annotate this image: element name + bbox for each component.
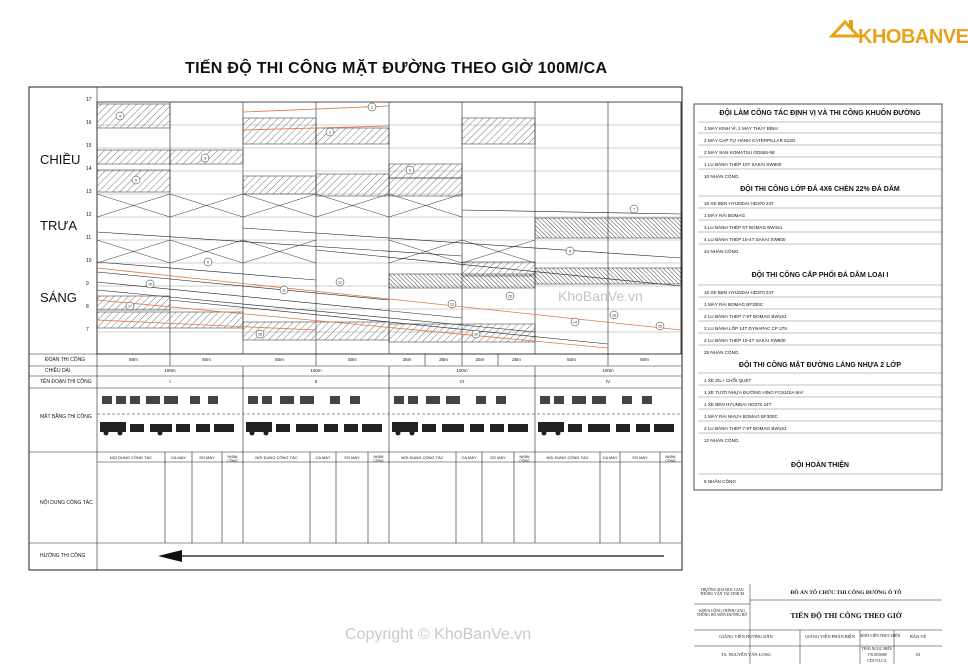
segment-length: 50m <box>202 357 211 362</box>
hour-label: 17 <box>86 97 92 103</box>
header-workers: NHÂN CÔNG <box>519 455 530 463</box>
step-marker-label: 14 <box>573 320 577 325</box>
step-marker-label: 9 <box>207 260 209 265</box>
header-content: NỘI DUNG CÔNG TÁC <box>255 455 298 460</box>
step-marker-label: 4 <box>119 114 121 119</box>
header-content: NỘI DUNG CÔNG TÁC <box>401 455 444 460</box>
gantt-grid <box>97 102 681 354</box>
page-title: TIẾN ĐỘ THI CÔNG MẶT ĐƯỜNG THEO GIỜ 100M/CA <box>185 60 608 77</box>
header-workers: NHÂN CÔNG <box>665 455 676 463</box>
header-machines: SỐ MÁY <box>490 455 506 460</box>
hour-label: 10 <box>86 258 92 264</box>
hour-label: 12 <box>86 212 92 218</box>
header-content: NỘI DUNG CÔNG TÁC <box>109 455 153 460</box>
hour-label: 15 <box>86 143 92 149</box>
header-machines: SỐ MÁY <box>632 455 648 460</box>
row-label-direction: HƯỚNG THI CÔNG <box>40 553 86 559</box>
group-length: 100m <box>456 368 468 373</box>
direction-arrow <box>158 550 664 562</box>
tb-student-id: 1761050088 <box>867 653 887 657</box>
period-afternoon: CHIỀU <box>40 152 81 167</box>
hour-label: 7 <box>86 327 89 333</box>
step-marker-label: 10 <box>148 282 152 287</box>
crew-item: 3 LU BÁNH THÉP 6T BOMAG BW151 <box>704 225 783 230</box>
tb-faculty: KHOA CÔNG TRÌNH GIAO THÔNG BỘ MÔN ĐƯỜNG BỘ <box>696 609 748 617</box>
crew-item: 15 XE BEN HYUNDAI HD370 24T <box>704 201 774 206</box>
crew-panel <box>698 104 942 490</box>
crew-item: 1 XE BEN HYUNDAI HD370 24T <box>704 402 772 407</box>
step-marker-label: 19 <box>474 332 478 337</box>
crew-item: 12 NHÂN CÔNG <box>704 438 739 443</box>
step-marker-label: 2 <box>329 130 331 135</box>
group-length: 100m <box>602 368 614 373</box>
step-marker-label: 11 <box>282 288 286 293</box>
crew-item: 1 LU BÁNH THÉP 10T SAKAI SW800 <box>704 162 782 167</box>
step-marker-label: 6 <box>409 168 411 173</box>
header-shift: CA MÁY <box>602 455 618 460</box>
crew-item: 15 XE BEN HYUNDAI HD370 24T <box>704 290 774 295</box>
tb-project: ĐỒ ÁN TỔ CHỨC THI CÔNG ĐƯỜNG Ô TÔ <box>790 590 902 596</box>
period-noon: TRƯA <box>40 218 78 233</box>
header-machines: SỐ MÁY <box>344 455 360 460</box>
header-workers: NHÂN CÔNG <box>227 455 238 463</box>
step-marker-label: 16 <box>612 313 616 318</box>
step-marker-label: 5 <box>135 178 137 183</box>
tb-drawing: TIẾN ĐỘ THI CÔNG THEO GIỜ <box>790 611 902 620</box>
segment-length: 50m <box>348 357 357 362</box>
group-name: II <box>314 379 318 384</box>
step-marker-label: 8 <box>569 249 571 254</box>
tb-reviewer-label: GIẢNG VIÊN PHẢN BIỆN <box>804 634 856 639</box>
segment-length: 50m <box>567 357 576 362</box>
segment-length: 50m <box>640 357 649 362</box>
segment-length: 50m <box>129 357 138 362</box>
row-label-site-plan: MẶT BẰNG THI CÔNG <box>40 414 92 420</box>
row-label-segment: ĐOẠN THI CÔNG <box>45 357 86 363</box>
crew-title: ĐỘI LÀM CÔNG TÁC ĐỊNH VỊ VÀ THI CÔNG KHUÔN ĐƯỜNG <box>719 110 921 117</box>
group-name: IV <box>605 379 611 384</box>
segment-length: 50m <box>275 357 284 362</box>
crew-item: 2 LU BÁNH LỐP 14T DYNAPAC CP 275 <box>704 326 787 331</box>
header-workers: NHÂN CÔNG <box>373 455 384 463</box>
crew-title: ĐỘI THI CÔNG MẶT ĐƯỜNG LÁNG NHỰA 2 LỚP <box>738 362 902 369</box>
crew-item: 10 NHÂN CÔNG <box>704 174 739 179</box>
crew-item: 1 MÁY RẢI NHỰA BOMAG BF300C <box>704 414 778 419</box>
crew-item: 24 NHÂN CÔNG <box>704 249 739 254</box>
watermark-mid: KhoBanVe.vn <box>558 288 643 304</box>
step-marker-label: 18 <box>258 332 262 337</box>
watermark-bottom: Copyright © KhoBanVe.vn <box>345 626 532 643</box>
crew-item: 2 LU BÁNH THÉP 10-4T SAKAI SW800 <box>704 338 786 343</box>
hour-label: 14 <box>86 166 92 172</box>
crew-item: 5 NHÂN CÔNG <box>704 479 736 484</box>
hour-label: 16 <box>86 120 92 126</box>
step-marker-label: 3 <box>204 156 206 161</box>
tb-student-label: SINH VIÊN THỰC HIỆN <box>860 634 901 638</box>
crew-item: 1 MÁY KINH VĨ, 1 MÁY THỦY BÌNH <box>704 126 778 131</box>
hour-label: 9 <box>86 281 89 287</box>
period-morning: SÁNG <box>40 290 77 305</box>
group-name: I <box>169 379 171 384</box>
header-shift: CA MÁY <box>461 455 477 460</box>
crew-item: 1 MÁY RẢI BOMAG <box>704 213 746 218</box>
tb-sheet-no: 03 <box>915 652 921 657</box>
crew-item: 1 MÁY RẢI BOMAG BF300C <box>704 302 764 307</box>
header-shift: CA MÁY <box>170 455 187 460</box>
step-marker-label: 13 <box>450 302 454 307</box>
logo-text: KHOBANVE <box>858 26 968 48</box>
crew-item: 25 NHÂN CÔNG <box>704 350 739 355</box>
header-machines: SỐ MÁY <box>199 455 215 460</box>
crew-item: 1 XE TƯỚI NHỰA ĐƯỜNG HINO FC9JJSA 8m³ <box>704 390 804 395</box>
step-marker-label: 7 <box>633 207 635 212</box>
hour-label: 11 <box>86 235 92 241</box>
step-marker-label: 17 <box>128 304 132 309</box>
segment-length: 25m <box>439 357 448 362</box>
segment-length: 25m <box>512 357 521 362</box>
group-length: 100m <box>164 368 176 373</box>
hour-label: 8 <box>86 304 89 310</box>
tb-student-name: THÁI NGỌC HIẾU <box>861 647 893 651</box>
step-marker-label: 20 <box>508 294 512 299</box>
hour-axis <box>86 97 96 337</box>
tb-advisor-label: GIẢNG VIÊN HƯỚNG DẪN <box>719 634 773 639</box>
row-label-work-content: NỘI DUNG CÔNG TÁC <box>40 500 93 506</box>
crew-title: ĐỘI HOÀN THIỆN <box>791 462 849 469</box>
group-length: 100m <box>310 368 322 373</box>
row-label-segment-name: TÊN ĐOẠN THI CÔNG <box>40 379 92 385</box>
crew-title: ĐỘI THI CÔNG LỚP ĐÁ 4X6 CHÈN 22% ĐÁ DĂM <box>740 186 900 193</box>
header-content: NỘI DUNG CÔNG TÁC <box>546 455 589 460</box>
step-marker-label: 1 <box>371 105 373 110</box>
segment-length: 25m <box>402 357 412 362</box>
step-marker-label: 15 <box>658 324 662 329</box>
header-shift: CA MÁY <box>315 455 331 460</box>
tb-sheet-label: BẢN VẼ <box>909 634 927 639</box>
crew-title: ĐỘI THI CÔNG CẤP PHỐI ĐÁ DĂM LOẠI I <box>751 272 889 279</box>
site-plan-machines <box>100 422 674 436</box>
tb-school: TRƯỜNG ĐẠI HỌC GIAO THÔNG VẬN TẢI TP.HCM <box>699 588 745 596</box>
crew-item: 2 LU BÁNH THÉP 7-8T BOMAG BW151 <box>704 426 787 431</box>
crew-item: 2 LU BÁNH THÉP 7-8T BOMAG BW151 <box>704 314 787 319</box>
segment-length: 25m <box>475 357 485 362</box>
step-marker-label: 12 <box>338 280 342 285</box>
row-label-length: CHIỀU DÀI <box>45 368 71 374</box>
crew-item: 4 LU BÁNH THÉP 10-4T SAKAI SW800 <box>704 237 786 242</box>
tb-class: CD17CLCA <box>867 659 887 663</box>
crew-item: 2 MÁY SAN KOMATSU GD555-5E <box>704 150 776 155</box>
tb-advisor-name: TS. NGUYỄN VĂN LONG <box>721 652 771 657</box>
crew-item: 3 MÁY CẠP TỰ HÀNH CATERPILLAR 613G <box>704 138 796 143</box>
hour-label: 13 <box>86 189 92 195</box>
group-name: III <box>460 379 464 384</box>
crew-item: 1 XE ZIL+ CHỔI QUÉT <box>704 378 752 383</box>
